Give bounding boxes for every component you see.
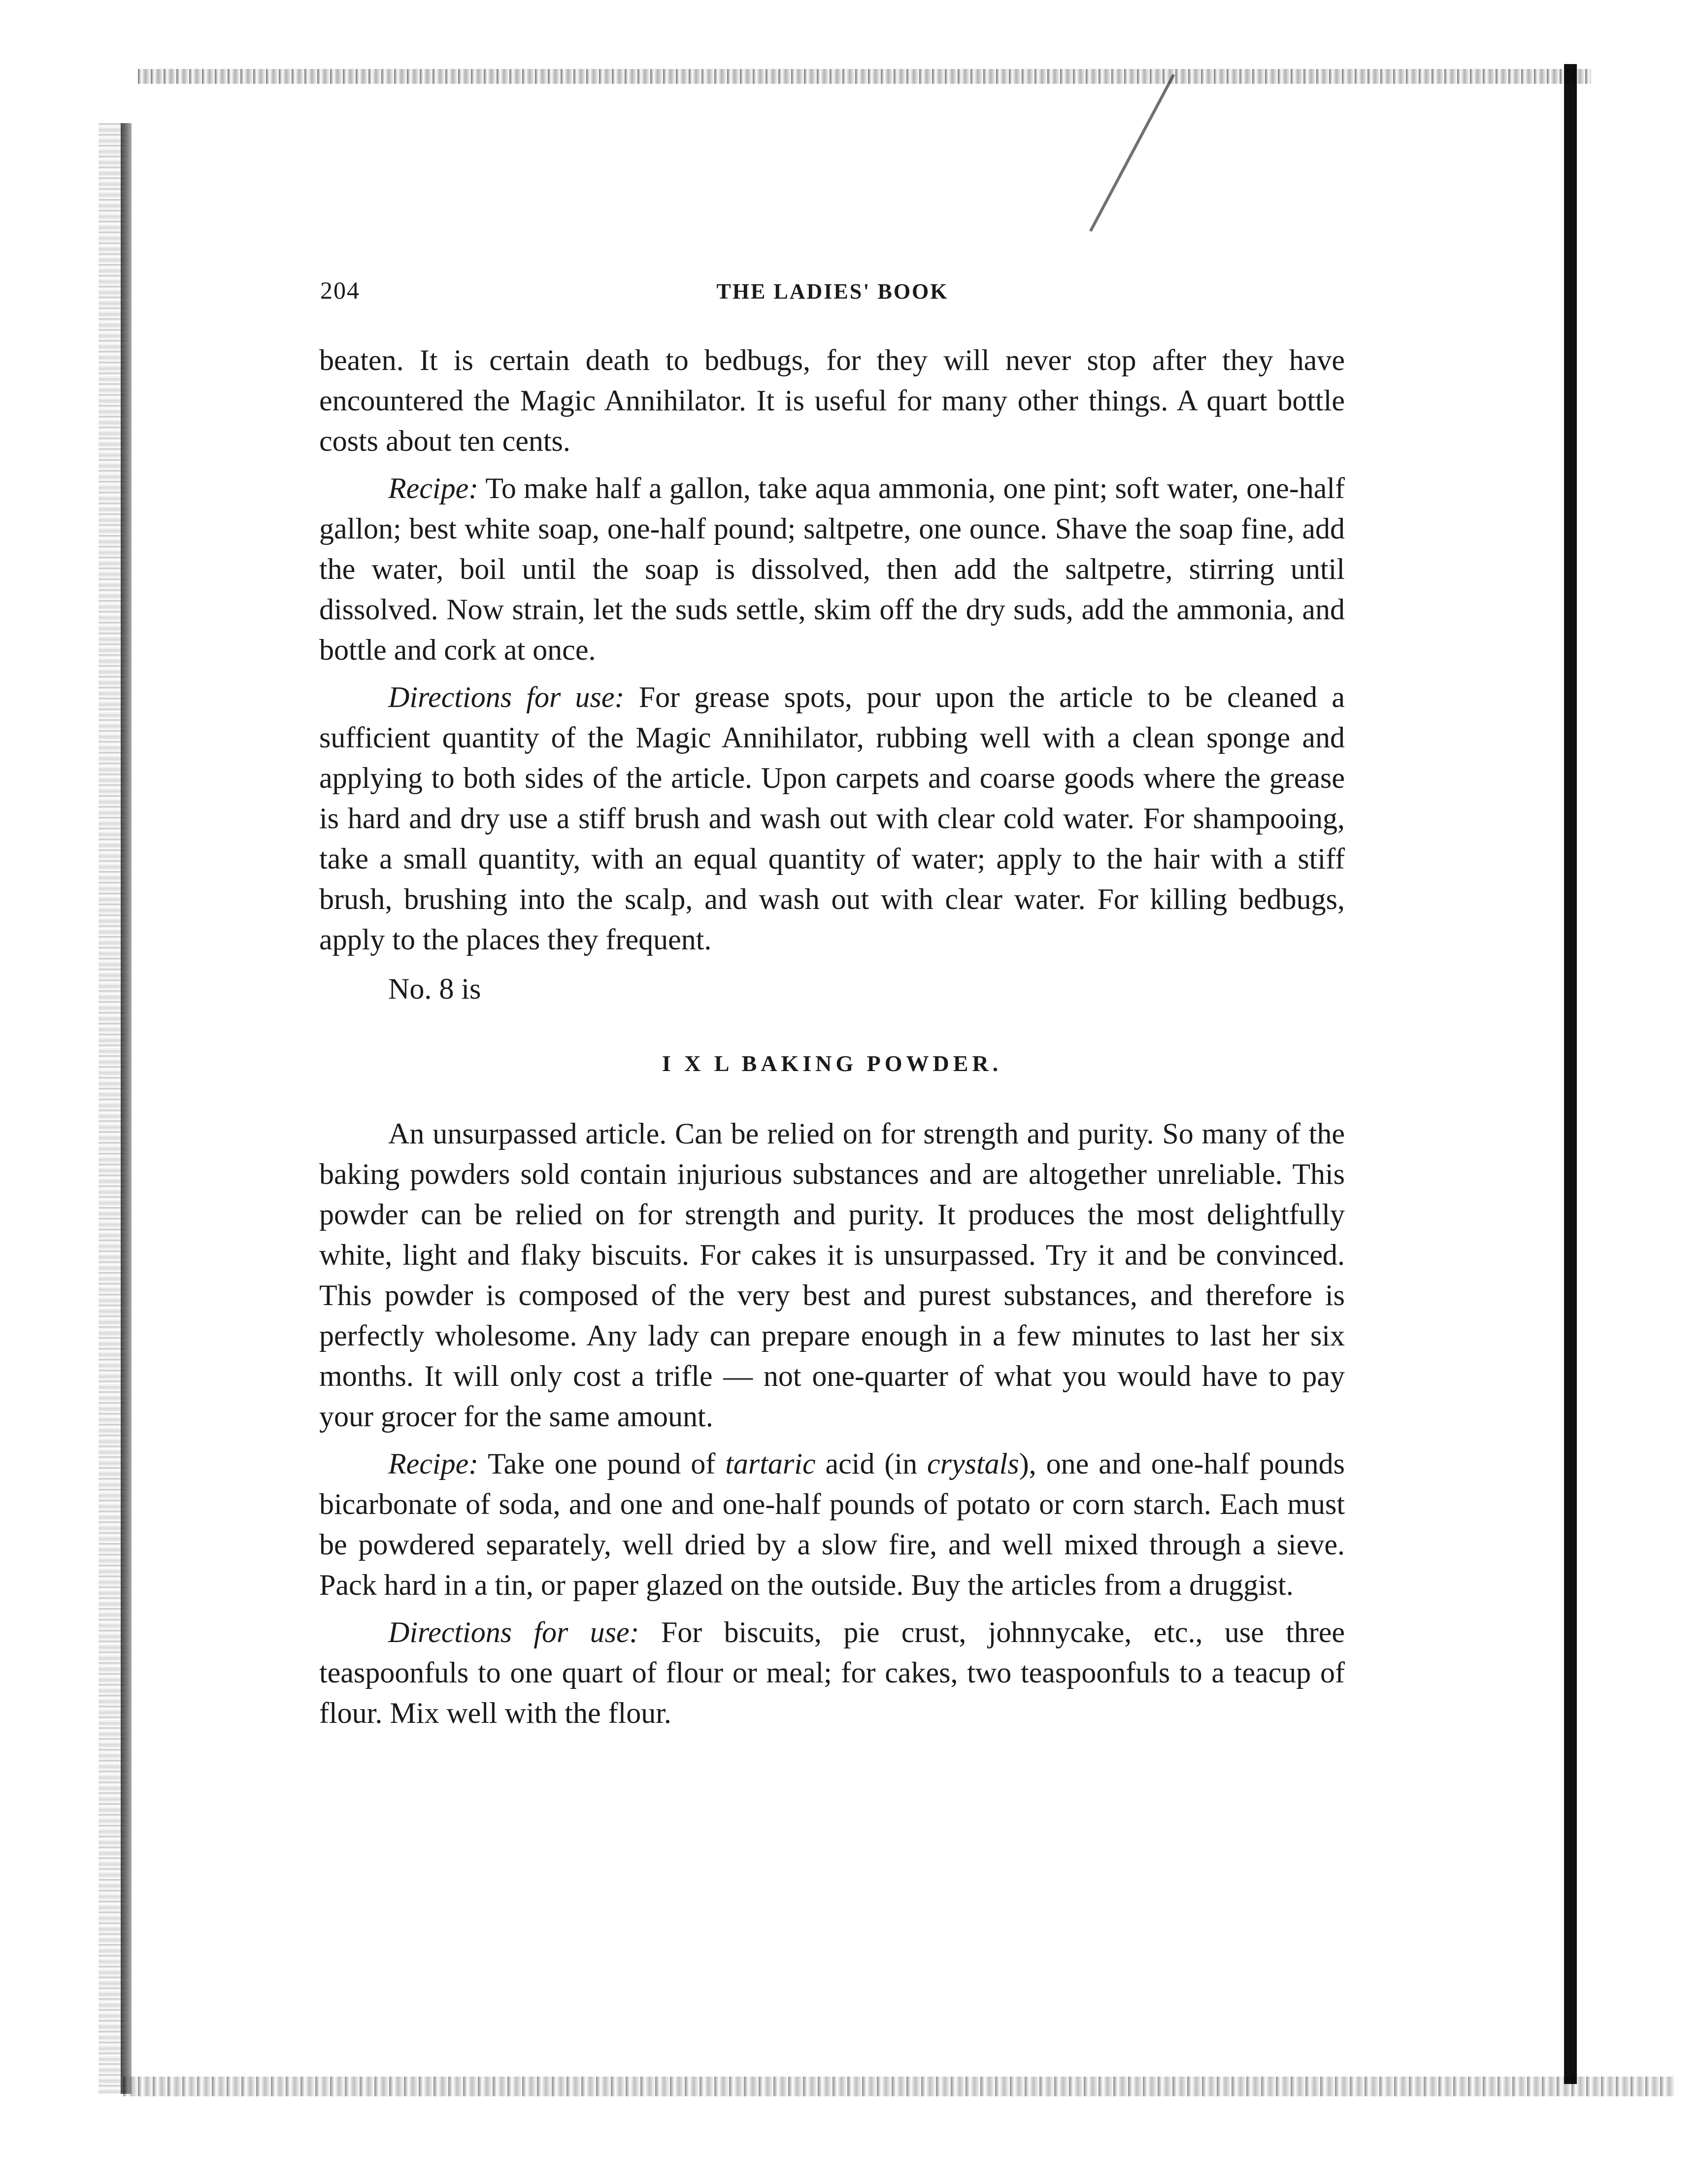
scan-binding-edge [121,123,132,2094]
body-text [319,340,1345,1733]
recipe-lead: Recipe: [388,1447,479,1480]
paragraph-directions-annihilator [319,677,1345,960]
directions-text: For grease spots, pour upon the article to be cleaned a sufficient quantity of the Magic Annihilator, rubbing well with a clean sponge and applying to both sides of the article. Upon carpets and coarse goods where the grease is hard and dry use a stiff brush and wash out with clear cold water. For shampooing, take a small quantity, with an equal quantity of water; apply to the hair with a stiff brush, brushing into the scalp, and wash out with clear water. For killing bedbugs, apply to the places they frequent. [319,681,1345,956]
recipe-lead: Recipe: [388,472,479,504]
scan-page-edge-right [1564,64,1577,2084]
section-heading: I X L BAKING POWDER. [662,1051,1002,1076]
paragraph-1: beaten. It is certain death to bedbugs, for they will never stop after they have encountered the Magic Annihilator. It is useful for many other things. A quart bottle costs about ten cents. [319,344,1345,457]
directions-text: For biscuits, pie crust, johnnycake, etc., use three teaspoonfuls to one quart of flour or meal; for cakes, two teaspoonfuls to a teacup of flour. Mix well with the flour. [319,1616,1345,1729]
paragraph-recipe-baking-powder [319,1444,1345,1605]
tartaric-word: tartaric [725,1447,816,1480]
scan-noise-bottom [123,2077,1675,2096]
recipe-text-part: ), one and one-half pounds bicarbonate of soda, and one and one-half pounds of potato or corn starch. Each must be powdered separately, well dried by a slow fire, and well mixed through a sieve. Pack hard in a tin, or paper glazed on the outside. Buy the articles from a druggist. [319,1447,1345,1601]
directions-lead: Directions for use: [388,681,625,713]
crystals-word: crystals [927,1447,1019,1480]
recipe-text: To make half a gallon, take aqua ammonia, one pint; soft water, one-half gallon; best white soap, one-half pound; saltpetre, one ounce. Shave the soap fine, add the water, boil until the soap is dissolved, then add the saltpetre, stirring until dissolved. Now strain, let the suds settle, skim off the dry suds, add the ammonia, and bottle and cork at once. [319,472,1345,666]
running-head: THE LADIES' BOOK [716,279,949,303]
scan-noise-top [138,69,1591,84]
paragraph-baking-powder-intro: An unsurpassed article. Can be relied on for strength and purity. So many of the baking powders sold contain injurious substances and are altogether unreliable. This powder can be relied on for strength and purity. It produces the most delightfully white, light and flaky biscuits. For cakes it is unsurpassed. Try it and be convinced. This powder is composed of the very best and purest substances, and therefore is perfectly wholesome. Any lady can prepare enough in a few minutes to last her six months. It will only cost a trifle — not one-quarter of what you would have to pay your grocer for the same amount. [319,1117,1345,1433]
page-header [320,276,1345,305]
recipe-text-part: Take one pound of [478,1447,726,1480]
recipe-text-part: acid (in [815,1447,928,1480]
scan-stray-mark [1089,74,1175,232]
directions-lead: Directions for use: [388,1616,639,1648]
page-number: 204 [320,276,360,304]
paragraph-no-8: No. 8 is [388,973,481,1005]
paragraph-recipe-annihilator [319,468,1345,670]
paragraph-directions-baking-powder [319,1612,1345,1733]
